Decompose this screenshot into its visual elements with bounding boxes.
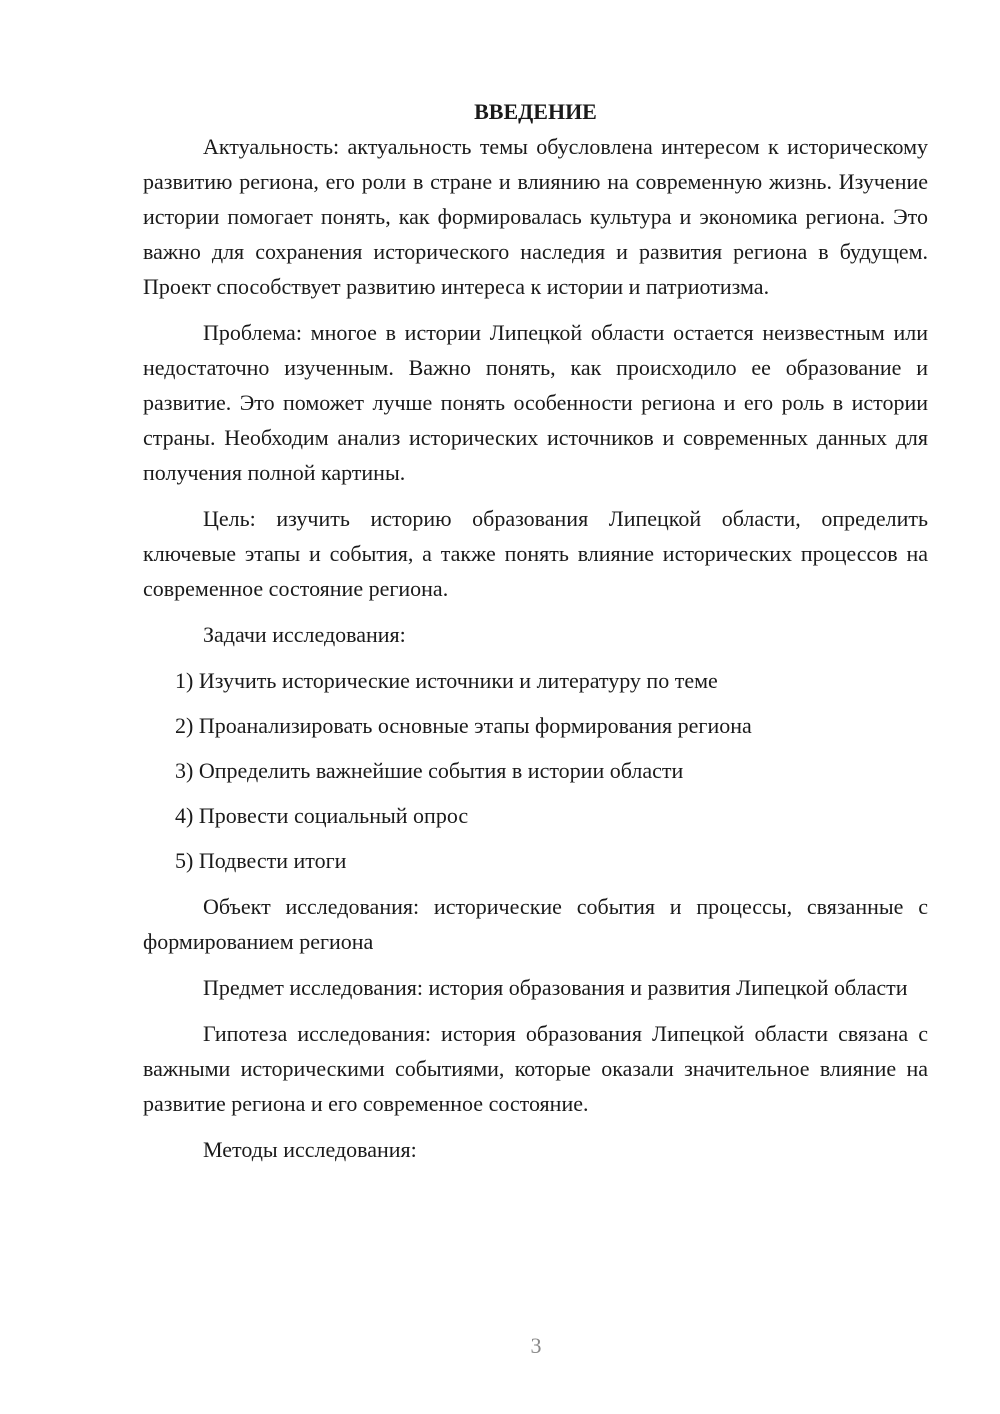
list-item: 1) Изучить исторические источники и литературу по теме	[175, 668, 718, 693]
relevance-paragraph: Актуальность: актуальность темы обусловлена интересом к историческому развитию региона, его роли в стране и влиянию на современную жизнь. Изучение истории помогает понять, как формировалась культура и экономика региона. Это важно для сохранения исторического наследия и развития региона в будущем. Проект способствует развитию интереса к истории и патриотизма.	[143, 134, 928, 299]
list-item: 3) Определить важнейшие события в истории области	[175, 758, 684, 783]
document-body	[143, 94, 928, 1178]
tasks-heading: Задачи исследования:	[203, 622, 406, 647]
page-title: ВВЕДЕНИЕ	[474, 99, 597, 124]
list-item: 4) Провести социальный опрос	[175, 803, 469, 828]
hypothesis-paragraph: Гипотеза исследования: история образования Липецкой области связана с важными историческими событиями, которые оказали значительное влияние на развитие региона и его современное состояние.	[143, 1021, 928, 1116]
goal-paragraph: Цель: изучить историю образования Липецкой области, определить ключевые этапы и события, а также понять влияние исторических процессов на современное состояние региона.	[143, 506, 928, 601]
problem-paragraph: Проблема: многое в истории Липецкой области остается неизвестным или недостаточно изученным. Важно понять, как происходило ее образование и развитие. Это поможет лучше понять особенности региона и его роль в истории страны. Необходим анализ исторических источников и современных данных для получения полной картины.	[143, 320, 928, 485]
object-paragraph: Объект исследования: исторические события и процессы, связанные с формированием региона	[143, 894, 928, 954]
list-item: 2) Проанализировать основные этапы формирования региона	[175, 713, 752, 738]
page-number: 3	[530, 1333, 542, 1358]
list-item: 5) Подвести итоги	[175, 848, 347, 873]
subject-paragraph: Предмет исследования: история образования и развития Липецкой области	[203, 975, 908, 1000]
tasks-list	[143, 663, 928, 878]
methods-heading: Методы исследования:	[203, 1137, 417, 1162]
